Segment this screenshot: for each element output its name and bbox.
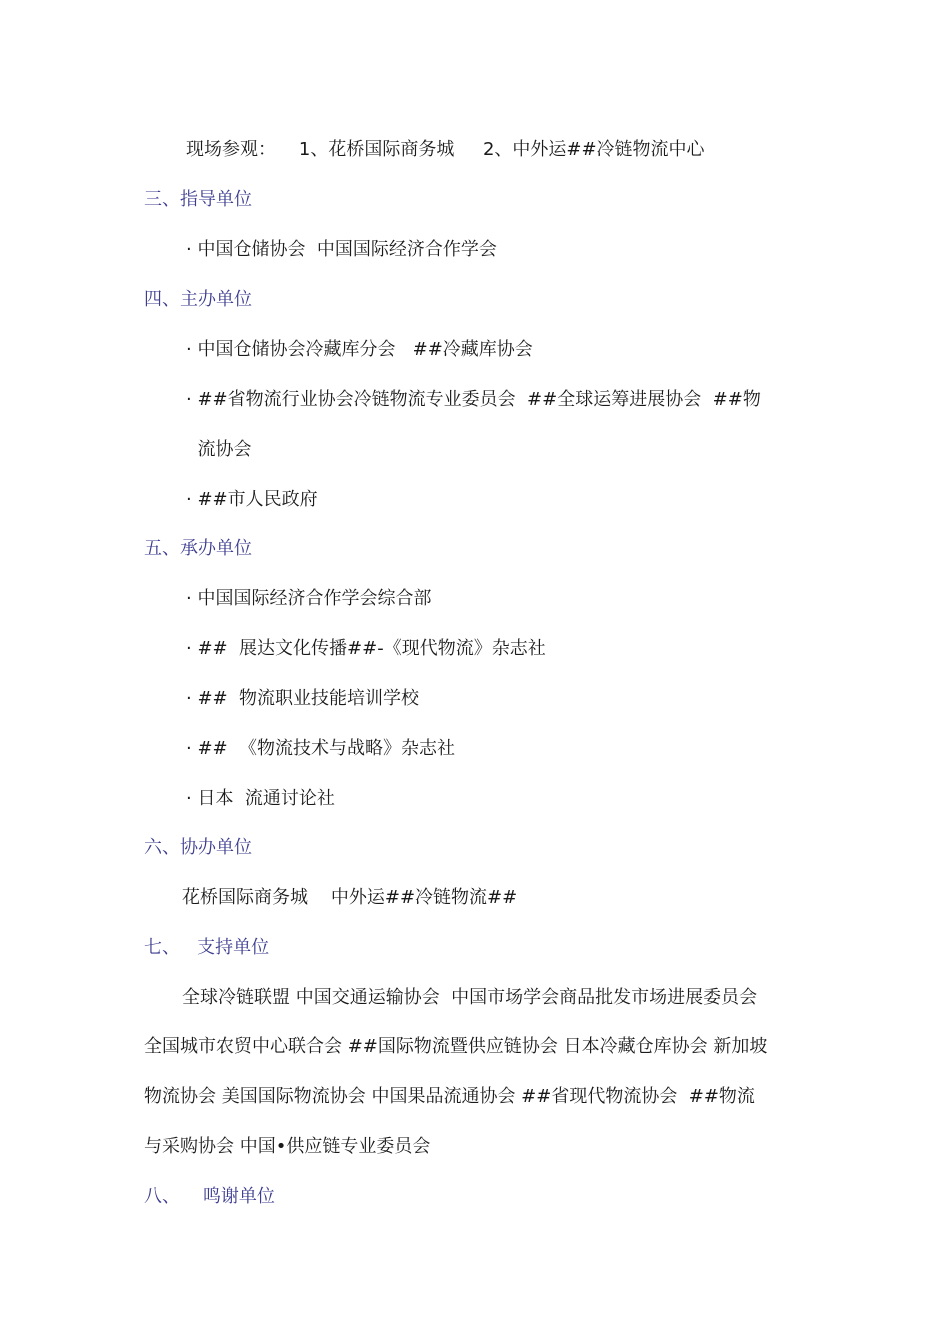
section-heading-support: 七、 支持单位 [144,937,270,958]
undertaker-line-3: · ## 物流职业技能培训学校 [186,688,420,709]
organizer-line-3: 流协会 [186,439,252,460]
section-heading-guidance: 三、指导单位 [144,189,252,210]
organizer-line-1: · 中国仓储协会冷藏库分会 ##冷藏库协会 [186,339,533,360]
support-line-1: 全球冷链联盟 中国交通运输协会 中国市场学会商品批发市场进展委员会 [182,987,758,1008]
undertaker-line-1: · 中国国际经济合作学会综合部 [186,588,432,609]
undertaker-line-4: · ## 《物流技术与战略》杂志社 [186,738,456,759]
section-heading-undertaker: 五、承办单位 [144,538,252,559]
guidance-line-1: · 中国仓储协会 中国国际经济合作学会 [186,239,497,260]
support-line-2: 全国城市农贸中心联合会 ##国际物流暨供应链协会 日本冷藏仓库协会 新加坡 [144,1036,768,1057]
organizer-line-4: · ##市人民政府 [186,489,318,510]
section-heading-co-organizer: 六、协办单位 [144,837,252,858]
section-heading-thanks: 八、 鸣谢单位 [144,1186,275,1207]
undertaker-line-5: · 日本 流通讨论社 [186,788,335,809]
section-heading-organizer: 四、主办单位 [144,289,252,310]
support-line-3: 物流协会 美国国际物流协会 中国果品流通协会 ##省现代物流协会 ##物流 [144,1086,755,1107]
undertaker-line-2: · ## 展达文化传播##-《现代物流》杂志社 [186,638,546,659]
visit-line: 现场参观： 1、花桥国际商务城 2、中外运##冷链物流中心 [186,139,705,160]
organizer-line-2: · ##省物流行业协会冷链物流专业委员会 ##全球运筹进展协会 ##物 [186,389,761,410]
support-line-4: 与采购协会 中国•供应链专业委员会 [144,1136,431,1157]
co-organizer-line-1: 花桥国际商务城 中外运##冷链物流## [182,887,518,908]
